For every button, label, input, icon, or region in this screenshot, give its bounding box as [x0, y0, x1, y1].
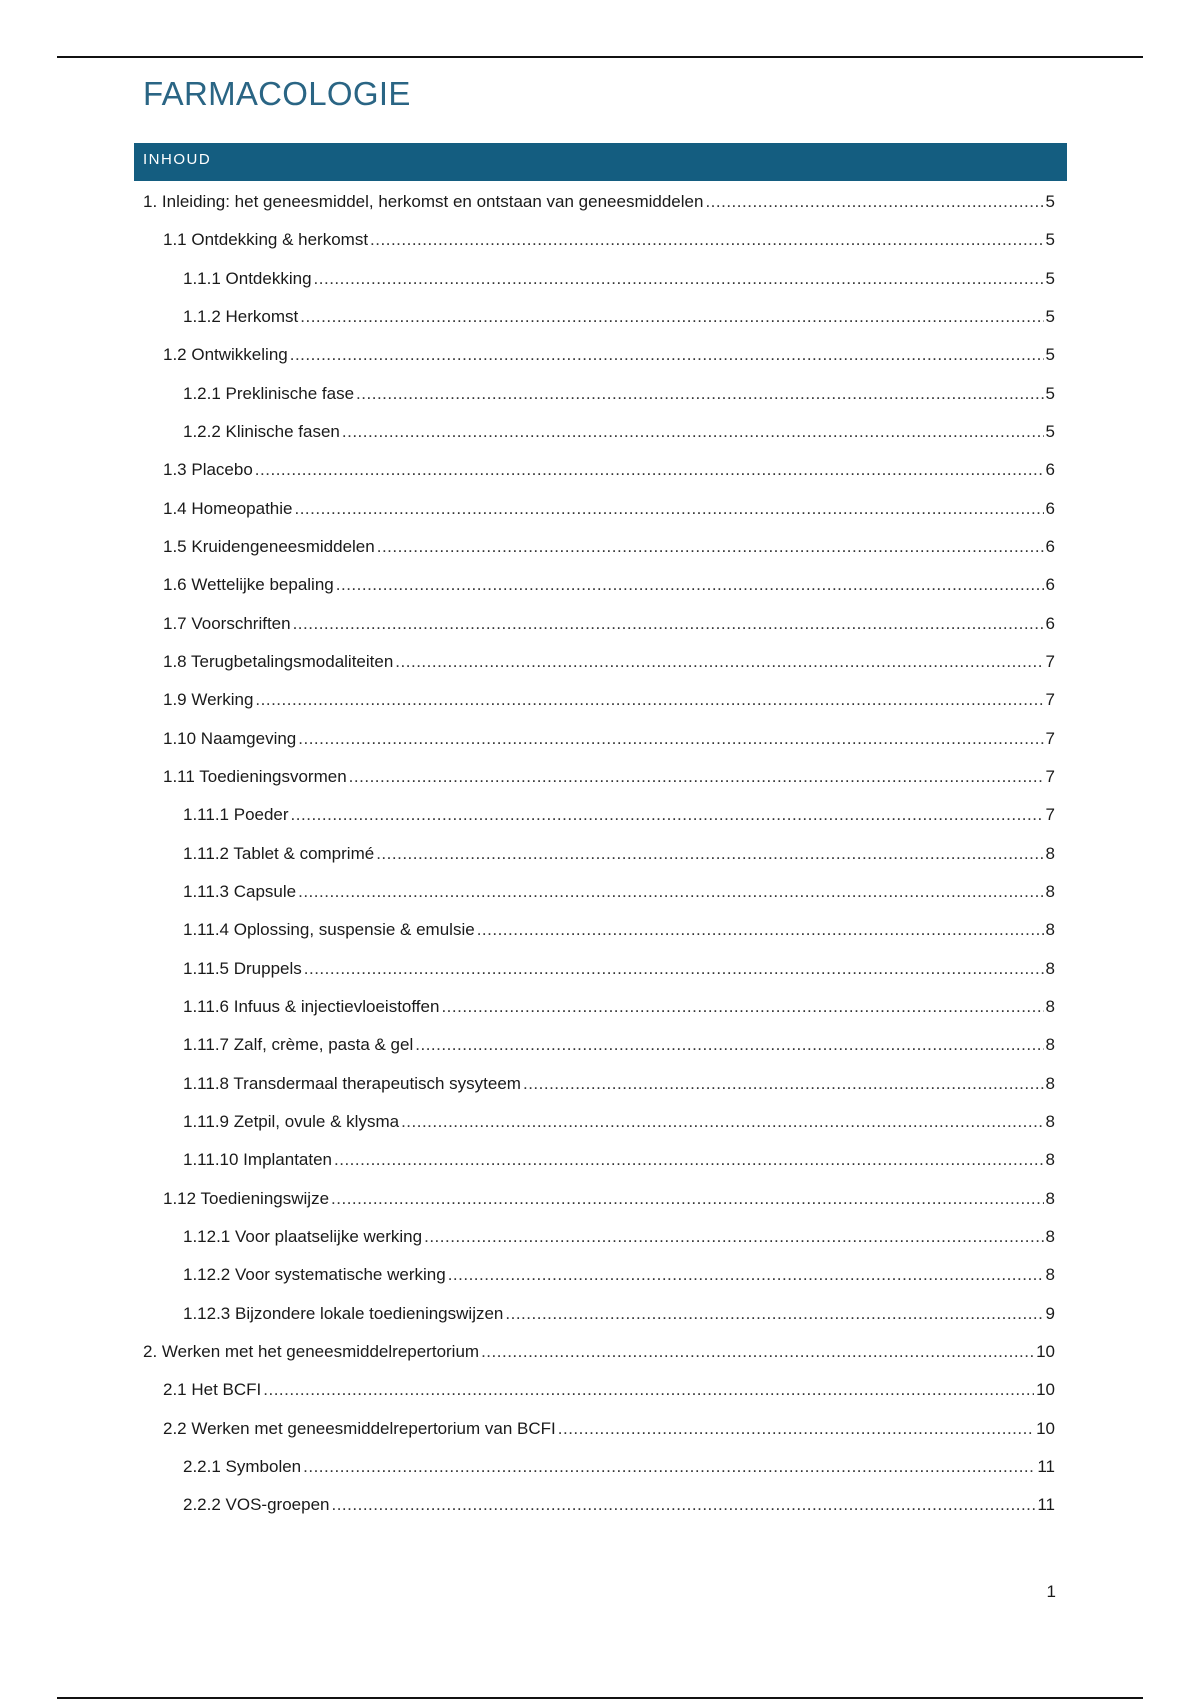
toc-entry-title: 2. Werken met het geneesmiddelrepertorium	[143, 1341, 480, 1361]
toc-entry[interactable]	[143, 1333, 1055, 1371]
toc-dot-leader	[342, 413, 1044, 451]
toc-entry-title: 1.11.7 Zalf, crème, pasta & gel	[183, 1035, 414, 1055]
toc-entry-page: 8	[1045, 881, 1055, 901]
toc-entry-title: 1.5 Kruidengeneesmiddelen	[163, 536, 375, 556]
toc-heading: INHOUD	[143, 151, 212, 168]
toc-entry[interactable]	[143, 1410, 1055, 1448]
toc-dot-leader	[448, 1256, 1044, 1294]
toc-entry[interactable]	[143, 1295, 1055, 1333]
toc-entry[interactable]	[143, 1141, 1055, 1179]
toc-dot-leader	[349, 758, 1044, 796]
top-rule	[57, 56, 1143, 58]
toc-entry-title: 1.2.2 Klinische fasen	[183, 421, 340, 441]
toc-entry-page: 7	[1045, 651, 1055, 671]
toc-dot-leader	[441, 988, 1043, 1026]
toc-entry-title: 1.8 Terugbetalingsmodaliteiten	[163, 651, 394, 671]
toc-entry-title: 1.11.2 Tablet & comprimé	[183, 843, 375, 863]
toc-dot-leader	[481, 1333, 1034, 1371]
toc-entry-page: 8	[1045, 1111, 1055, 1131]
toc-dot-leader	[424, 1218, 1043, 1256]
toc-entry-page: 8	[1045, 1226, 1055, 1246]
toc-entry-title: 1.11.8 Transdermaal therapeutisch sysyteem	[183, 1073, 521, 1093]
document-title: FARMACOLOGIE	[143, 75, 411, 112]
toc-entry-page: 8	[1045, 1073, 1055, 1093]
toc-entry[interactable]	[143, 1180, 1055, 1218]
page-number: 1	[1046, 1582, 1056, 1601]
toc-entry[interactable]	[143, 336, 1055, 374]
toc-dot-leader	[298, 873, 1043, 911]
toc-entry[interactable]	[143, 1103, 1055, 1141]
toc-entry-title: 1.7 Voorschriften	[163, 613, 291, 633]
toc-entry[interactable]	[143, 1065, 1055, 1103]
toc-dot-leader	[255, 681, 1043, 719]
toc-entry-title: 1.12.2 Voor systematische werking	[183, 1265, 446, 1285]
toc-dot-leader	[303, 1448, 1035, 1486]
toc-dot-leader	[255, 451, 1044, 489]
toc-entry[interactable]	[143, 758, 1055, 796]
toc-entry-page: 8	[1045, 1035, 1055, 1055]
toc-entry-page: 9	[1045, 1303, 1055, 1323]
toc-entry[interactable]	[143, 1026, 1055, 1064]
toc-entry-title: 1.11.6 Infuus & injectievloeistoffen	[183, 996, 440, 1016]
toc-entry-title: 1.2.1 Preklinische fase	[183, 383, 355, 403]
toc-dot-leader	[294, 490, 1043, 528]
toc-entry-page: 6	[1045, 460, 1055, 480]
toc-entry-title: 1.3 Placebo	[163, 460, 253, 480]
toc-entry[interactable]	[143, 950, 1055, 988]
toc-entry-page: 7	[1045, 766, 1055, 786]
toc-entry[interactable]	[143, 1218, 1055, 1256]
toc-dot-leader	[376, 835, 1043, 873]
toc-entry[interactable]	[143, 566, 1055, 604]
toc-entry[interactable]	[143, 720, 1055, 758]
toc-dot-leader	[331, 1180, 1044, 1218]
toc-entry-title: 2.2.2 VOS-groepen	[183, 1495, 330, 1515]
toc-entry-page: 7	[1045, 805, 1055, 825]
toc-entry[interactable]	[143, 1448, 1055, 1486]
toc-dot-leader	[558, 1410, 1034, 1448]
toc-entry[interactable]	[143, 413, 1055, 451]
toc-entry[interactable]	[143, 375, 1055, 413]
toc-entry[interactable]	[143, 490, 1055, 528]
toc-entry-page: 10	[1036, 1380, 1055, 1400]
toc-dot-leader	[395, 643, 1043, 681]
toc-dot-leader	[314, 260, 1044, 298]
toc-dot-leader	[293, 605, 1044, 643]
toc-entry-page: 6	[1045, 498, 1055, 518]
toc-entry-title: 1.11.1 Poeder	[183, 805, 289, 825]
toc-dot-leader	[401, 1103, 1043, 1141]
toc-entry[interactable]	[143, 1371, 1055, 1409]
toc-entry[interactable]	[143, 451, 1055, 489]
toc-entry[interactable]	[143, 643, 1055, 681]
toc-entry-title: 1.11.5 Druppels	[183, 958, 302, 978]
toc-entry-page: 10	[1036, 1341, 1055, 1361]
table-of-contents	[143, 183, 1055, 1524]
toc-entry-page: 5	[1045, 345, 1055, 365]
toc-entry-page: 7	[1045, 690, 1055, 710]
toc-entry-title: 1.4 Homeopathie	[163, 498, 293, 518]
toc-dot-leader	[705, 183, 1043, 221]
toc-dot-leader	[336, 566, 1044, 604]
toc-entry-page: 8	[1045, 996, 1055, 1016]
toc-entry-page: 5	[1045, 230, 1055, 250]
toc-entry[interactable]	[143, 796, 1055, 834]
toc-entry-title: 1.11.3 Capsule	[183, 881, 297, 901]
toc-entry-page: 10	[1036, 1418, 1055, 1438]
toc-heading-band	[134, 143, 1067, 181]
toc-entry-page: 8	[1045, 1150, 1055, 1170]
toc-dot-leader	[331, 1486, 1035, 1524]
toc-dot-leader	[370, 221, 1043, 259]
toc-entry[interactable]	[143, 1256, 1055, 1294]
toc-entry[interactable]	[143, 873, 1055, 911]
toc-dot-leader	[304, 950, 1044, 988]
toc-entry[interactable]	[143, 605, 1055, 643]
toc-entry-page: 8	[1045, 920, 1055, 940]
toc-entry-page: 11	[1037, 1456, 1055, 1476]
toc-dot-leader	[291, 796, 1044, 834]
toc-entry-title: 1.11 Toedieningsvormen	[163, 766, 347, 786]
toc-entry[interactable]	[143, 911, 1055, 949]
toc-dot-leader	[300, 298, 1043, 336]
toc-entry-title: 1.1.1 Ontdekking	[183, 268, 312, 288]
toc-entry-page: 8	[1045, 1188, 1055, 1208]
toc-dot-leader	[356, 375, 1043, 413]
toc-entry-page: 8	[1045, 843, 1055, 863]
toc-entry[interactable]	[143, 835, 1055, 873]
toc-entry-page: 11	[1037, 1495, 1055, 1515]
toc-entry-page: 8	[1045, 958, 1055, 978]
toc-entry-page: 5	[1045, 421, 1055, 441]
toc-dot-leader	[334, 1141, 1044, 1179]
toc-entry-title: 1.6 Wettelijke bepaling	[163, 575, 334, 595]
toc-entry-title: 1.11.9 Zetpil, ovule & klysma	[183, 1111, 400, 1131]
toc-dot-leader	[263, 1371, 1034, 1409]
toc-entry[interactable]	[143, 183, 1055, 221]
toc-entry-page: 5	[1045, 306, 1055, 326]
toc-entry-title: 1.12.3 Bijzondere lokale toedieningswijzen	[183, 1303, 504, 1323]
toc-entry-title: 1.9 Werking	[163, 690, 254, 710]
toc-entry-title: 1.1.2 Herkomst	[183, 306, 299, 326]
toc-entry-title: 1.1 Ontdekking & herkomst	[163, 230, 369, 250]
toc-entry-page: 5	[1045, 268, 1055, 288]
toc-dot-leader	[290, 336, 1044, 374]
toc-entry-page: 7	[1045, 728, 1055, 748]
toc-entry[interactable]	[143, 298, 1055, 336]
toc-entry-page: 5	[1045, 192, 1055, 211]
toc-entry-title: 1.12.1 Voor plaatselijke werking	[183, 1226, 423, 1246]
toc-dot-leader	[505, 1295, 1043, 1333]
toc-entry[interactable]	[143, 528, 1055, 566]
toc-dot-leader	[477, 911, 1044, 949]
toc-entry-title: 1.11.10 Implantaten	[183, 1150, 333, 1170]
toc-entry-page: 8	[1045, 1265, 1055, 1285]
bottom-rule	[57, 1697, 1143, 1699]
toc-entry-title: 2.1 Het BCFI	[163, 1380, 262, 1400]
toc-entry-page: 6	[1045, 536, 1055, 556]
toc-entry[interactable]	[143, 1486, 1055, 1524]
toc-entry-title: 1.12 Toedieningswijze	[163, 1188, 330, 1208]
toc-dot-leader	[415, 1026, 1043, 1064]
toc-entry[interactable]	[143, 221, 1055, 259]
toc-entry-title: 1.11.4 Oplossing, suspensie & emulsie	[183, 920, 475, 940]
toc-entry-page: 6	[1045, 613, 1055, 633]
toc-entry[interactable]	[143, 681, 1055, 719]
toc-entry-page: 6	[1045, 575, 1055, 595]
toc-entry-title: 1.2 Ontwikkeling	[163, 345, 288, 365]
toc-entry[interactable]	[143, 260, 1055, 298]
toc-dot-leader	[377, 528, 1044, 566]
toc-entry-page: 5	[1045, 383, 1055, 403]
toc-entry-title: 2.2 Werken met geneesmiddelrepertorium van BCFI	[163, 1418, 556, 1438]
toc-entry-title: 1. Inleiding: het geneesmiddel, herkomst en ontstaan van geneesmiddelen	[143, 192, 704, 211]
toc-dot-leader	[523, 1065, 1044, 1103]
toc-entry-title: 1.10 Naamgeving	[163, 728, 297, 748]
toc-entry-title: 2.2.1 Symbolen	[183, 1456, 302, 1476]
toc-entry[interactable]	[143, 988, 1055, 1026]
toc-dot-leader	[298, 720, 1043, 758]
